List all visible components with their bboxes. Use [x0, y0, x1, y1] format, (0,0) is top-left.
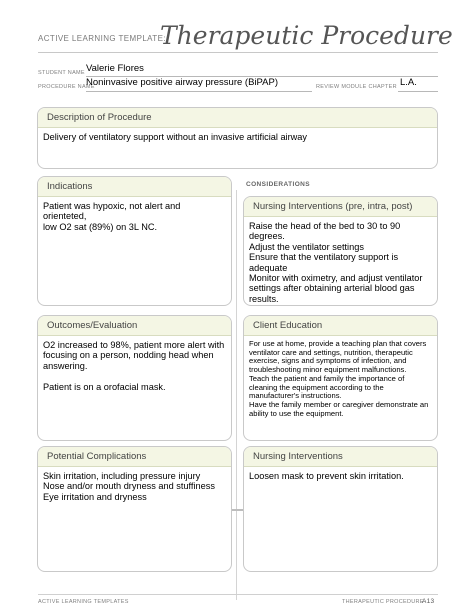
complications-card — [37, 446, 232, 572]
nursing-interventions-card — [243, 196, 438, 306]
review-module-line — [398, 91, 438, 92]
center-divider — [236, 190, 237, 600]
nursing-interventions-title: Nursing Interventions (pre, intra, post) — [244, 197, 437, 217]
student-name-label: STUDENT NAME — [38, 70, 85, 76]
client-education-body[interactable]: For use at home, provide a teaching plan that covers ventilator care and settings, nutrition, therapeutic exercise, signs and symptoms of infection, and troubleshooting minor equipment malfunctions. Teach the patient and family the importance of cleaning the equipment according to the manufacturer's instructions. Have the family member or caregiver demonstrate an ability to use the equipment. — [249, 339, 429, 418]
description-card — [37, 107, 438, 169]
footer-right-label: THERAPEUTIC PROCEDURE — [342, 599, 424, 605]
page-title: Therapeutic Procedure — [160, 21, 453, 50]
description-body[interactable]: Delivery of ventilatory support without an invasive artificial airway — [43, 132, 307, 142]
indications-body[interactable]: Patient was hypoxic, not alert and orienteted, low O2 sat (89%) on 3L NC. — [43, 201, 181, 232]
footer-left: ACTIVE LEARNING TEMPLATES — [38, 599, 129, 605]
nursing-interventions-2-title: Nursing Interventions — [244, 447, 437, 467]
client-education-card — [243, 315, 438, 441]
outcomes-card — [37, 315, 232, 441]
complications-title: Potential Complications — [38, 447, 231, 467]
header-rule — [38, 52, 438, 53]
procedure-name-value[interactable]: Noninvasive positive airway pressure (BiPAP) — [86, 77, 279, 88]
outcomes-body[interactable]: O2 increased to 98%, patient more alert with focusing on a person, nodding head when answering. Patient is on a orofacial mask. — [43, 340, 225, 392]
nursing-interventions-body[interactable]: Raise the head of the bed to 30 to 90 degrees. Adjust the ventilator settings Ensure that the ventilatory support is adequate Monitor with oximetry, and adjust ventilator settings after obtaining arterial blood gas results. — [249, 221, 423, 304]
review-module-label: REVIEW MODULE CHAPTER — [316, 84, 397, 90]
student-name-value[interactable]: Valerie Flores — [86, 63, 144, 74]
nursing-interventions-2-body[interactable]: Loosen mask to prevent skin irritation. — [249, 471, 404, 481]
indications-title: Indications — [38, 177, 231, 197]
footer-rule — [38, 594, 438, 595]
procedure-name-line — [86, 91, 312, 92]
complications-body[interactable]: Skin irritation, including pressure injury Nose and/or mouth dryness and stuffiness Eye irritation and dryness — [43, 471, 215, 502]
considerations-label: CONSIDERATIONS — [246, 181, 310, 188]
divider-connector — [230, 509, 244, 511]
review-module-value[interactable]: L.A. — [400, 77, 417, 88]
footer-page-number: A13 — [422, 598, 435, 605]
indications-card — [37, 176, 232, 306]
client-education-title: Client Education — [244, 316, 437, 336]
nursing-interventions-2-card — [243, 446, 438, 572]
procedure-name-label: PROCEDURE NAME — [38, 84, 95, 90]
description-title: Description of Procedure — [38, 108, 437, 128]
outcomes-title: Outcomes/Evaluation — [38, 316, 231, 336]
template-label: ACTIVE LEARNING TEMPLATE: — [38, 34, 166, 43]
